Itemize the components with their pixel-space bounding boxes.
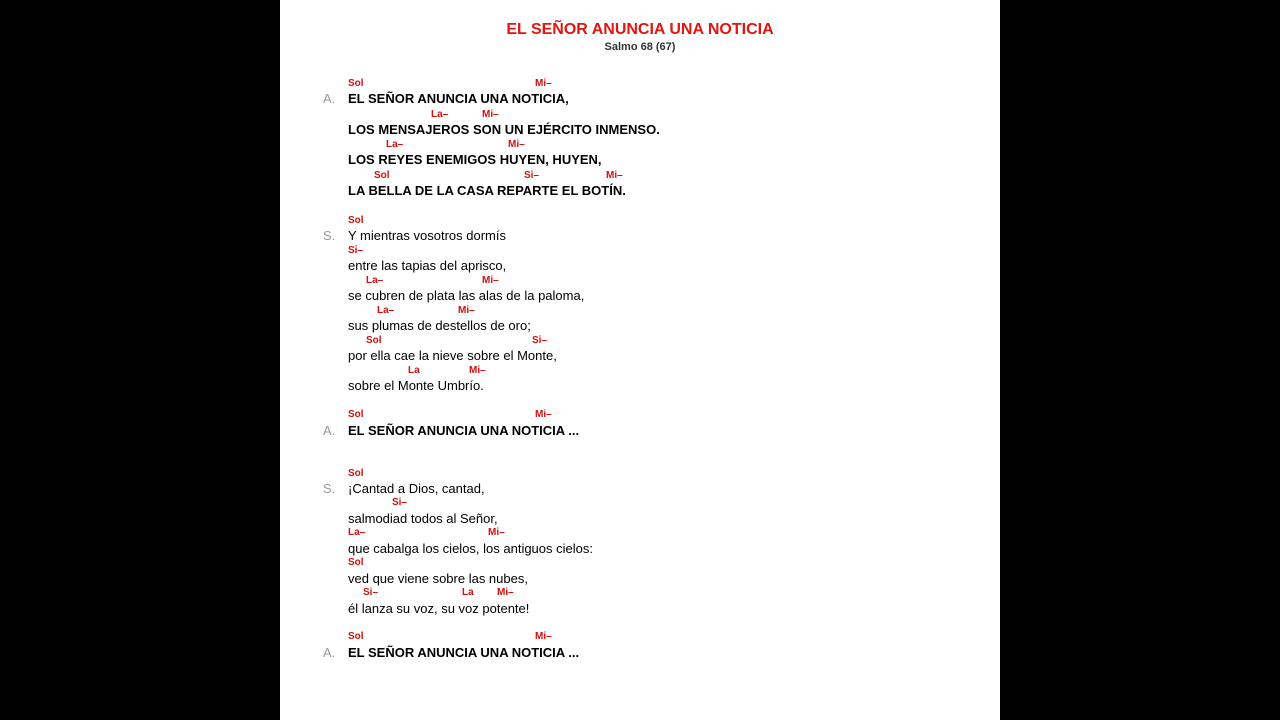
lyric-line: él lanza su voz, su voz potente! (348, 601, 530, 616)
chord: La– (431, 109, 449, 120)
chord: Mi– (508, 139, 525, 150)
chord: Si– (363, 587, 379, 598)
lyric-line: LA BELLA DE LA CASA REPARTE EL BOTÍN. (348, 183, 626, 198)
song-sheet (280, 0, 1000, 720)
lyric-line: se cubren de plata las alas de la paloma, (348, 288, 585, 303)
section-marker: A. (323, 91, 336, 106)
chord: Sol (348, 78, 364, 89)
lyric-line: EL SEÑOR ANUNCIA UNA NOTICIA ... (348, 645, 580, 660)
chord: Sol (348, 468, 364, 479)
chord: La– (377, 305, 395, 316)
chord: Mi– (497, 587, 514, 598)
chord: La (462, 587, 474, 598)
section-marker: S. (323, 228, 336, 243)
chord: Si– (524, 170, 540, 181)
section-marker: A. (323, 423, 336, 438)
chord: Mi– (535, 78, 552, 89)
lyric-line: sobre el Monte Umbrío. (348, 378, 484, 393)
chord: Sol (348, 631, 364, 642)
chord: Si– (348, 245, 364, 256)
song-subtitle: Salmo 68 (67) (604, 41, 676, 53)
chord: Sol (374, 170, 390, 181)
lyric-line: LOS MENSAJEROS SON UN EJÉRCITO INMENSO. (348, 122, 660, 137)
section-marker: A. (323, 645, 336, 660)
chord: Sol (348, 215, 364, 226)
chord: La (408, 365, 420, 376)
lyric-line: sus plumas de destellos de oro; (348, 318, 531, 333)
section-marker: S. (323, 481, 336, 496)
chord: Mi– (488, 527, 505, 538)
lyric-line: LOS REYES ENEMIGOS HUYEN, HUYEN, (348, 152, 602, 167)
lyric-line: EL SEÑOR ANUNCIA UNA NOTICIA, (348, 91, 569, 106)
lyric-line: ved que viene sobre las nubes, (348, 571, 528, 586)
chord: Sol (348, 409, 364, 420)
chord: Sol (348, 557, 364, 568)
chord: Si– (532, 335, 548, 346)
lyric-line: ¡Cantad a Dios, cantad, (348, 481, 485, 496)
chord: Mi– (469, 365, 486, 376)
song-title: EL SEÑOR ANUNCIA UNA NOTICIA (506, 21, 774, 38)
lyric-line: salmodiad todos al Señor, (348, 511, 498, 526)
chord: Mi– (458, 305, 475, 316)
chord: Mi– (535, 409, 552, 420)
lyric-line: por ella cae la nieve sobre el Monte, (348, 348, 557, 363)
chord: Mi– (535, 631, 552, 642)
chord: Sol (366, 335, 382, 346)
chord: La– (348, 527, 366, 538)
lyric-line: EL SEÑOR ANUNCIA UNA NOTICIA ... (348, 423, 580, 438)
lyric-line: Y mientras vosotros dormís (348, 228, 506, 243)
chord: Mi– (482, 275, 499, 286)
chord: Si– (392, 497, 408, 508)
chord: Mi– (482, 109, 499, 120)
chord: La– (366, 275, 384, 286)
chord: Mi– (606, 170, 623, 181)
chord: La– (386, 139, 404, 150)
lyric-line: entre las tapias del aprisco, (348, 258, 507, 273)
lyric-line: que cabalga los cielos, los antiguos cielos: (348, 541, 593, 556)
